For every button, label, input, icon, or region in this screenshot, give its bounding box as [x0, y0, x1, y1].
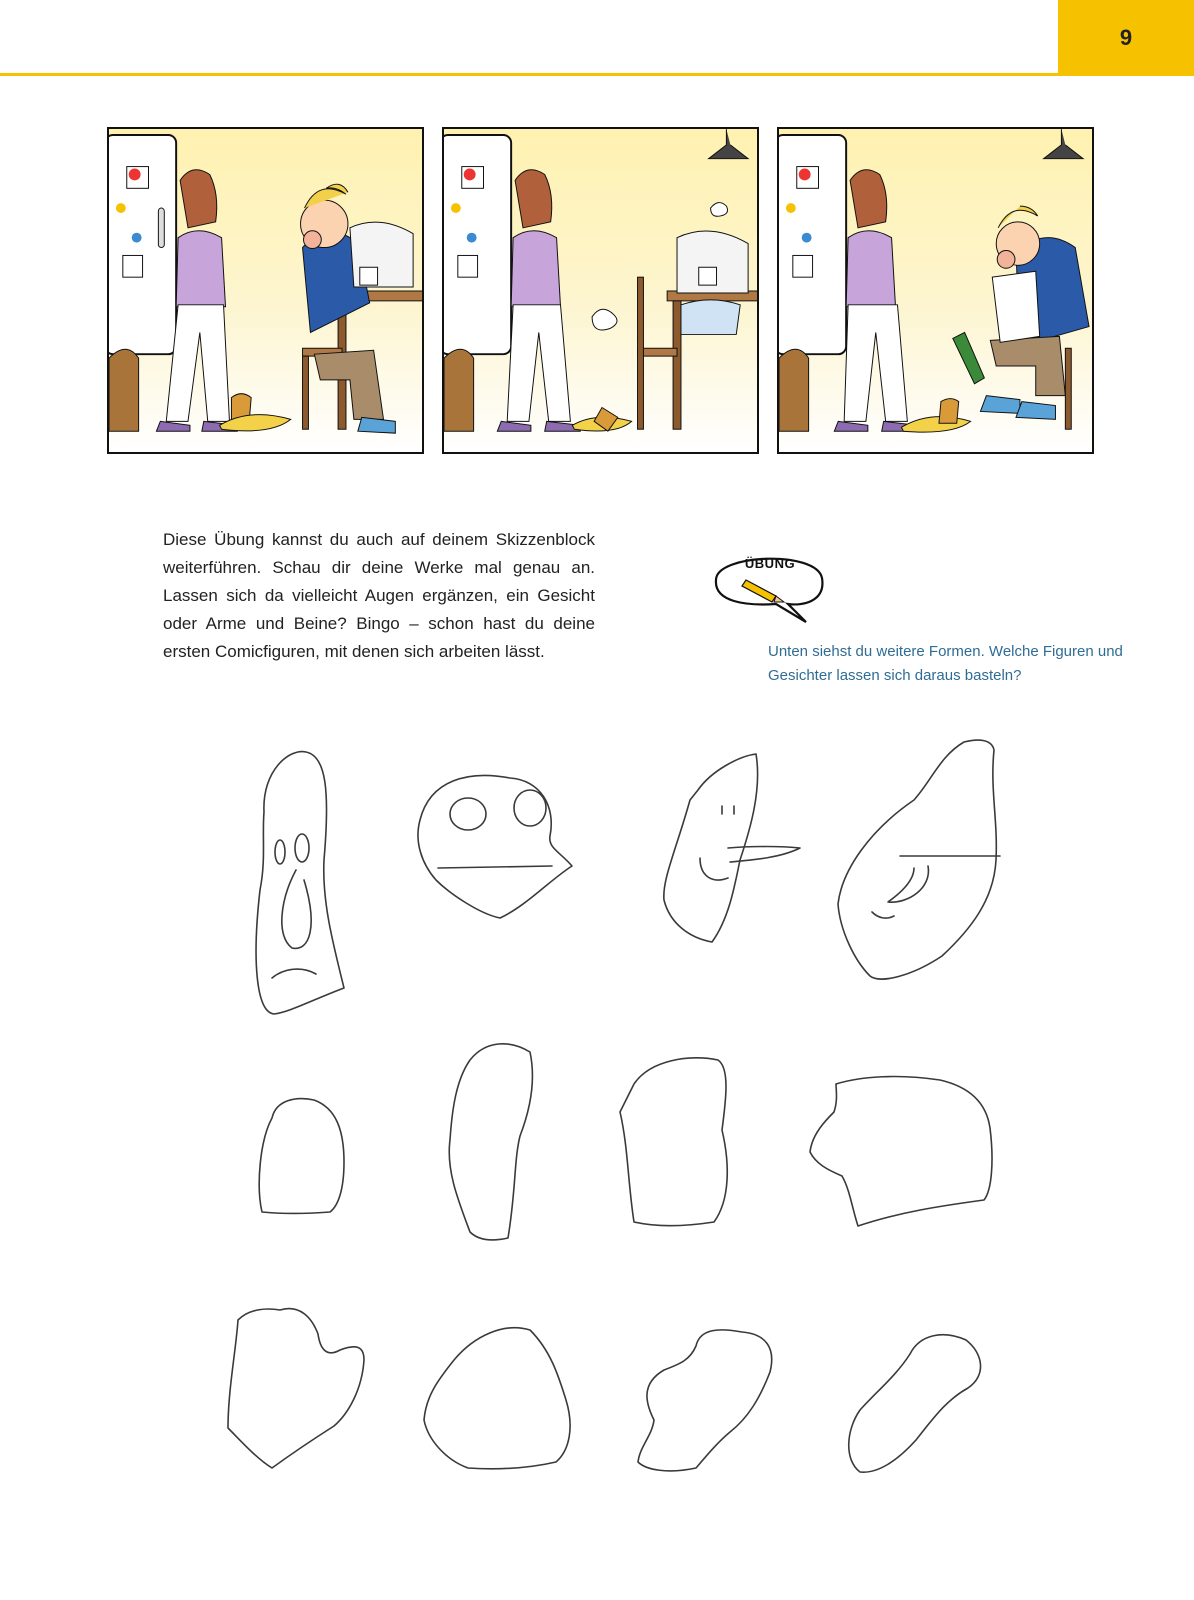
comic-panel-1: [107, 127, 424, 454]
doodle-shape-3-2: [424, 1328, 570, 1469]
doodle-shape-3-4: [849, 1335, 981, 1472]
comic-strip: [107, 127, 1117, 457]
intro-paragraph: Diese Übung kannst du auch auf deinem Skizzenblock weiterführen. Schau dir deine Werke mal genau an. Lassen sich da vielleicht Augen ergänzen, ein Gesicht oder Arme und Beine? Bingo – schon hast du deine ersten Comicfiguren, mit denen sich arbeiten lässt.: [163, 530, 595, 661]
exercise-hint: Unten siehst du weitere Formen. Welche Figuren und Gesichter lassen sich daraus basteln?: [768, 643, 1123, 684]
exercise-label: ÜBUNG: [744, 556, 796, 571]
comic-panel-3-illustration: [779, 129, 1092, 452]
comic-panel-2: [442, 127, 759, 454]
doodle-face-round: [418, 775, 572, 918]
comic-panel-1-illustration: [109, 129, 422, 452]
doodle-shape-3-1: [228, 1309, 364, 1468]
exercise-speech-bubble: [706, 544, 836, 626]
doodle-shape-2-1: [259, 1099, 344, 1214]
page-number: 9: [1058, 0, 1194, 76]
doodle-shape-3-3: [638, 1330, 772, 1471]
doodle-shape-2-4: [810, 1077, 992, 1226]
doodle-face-long-nose: [256, 752, 344, 1014]
doodle-shape-2-3: [620, 1058, 727, 1226]
comic-panel-3: [777, 127, 1094, 454]
doodle-shape-2-2: [449, 1044, 532, 1240]
comic-panel-2-illustration: [444, 129, 757, 452]
doodle-face-tall: [838, 740, 1000, 979]
header-rule: [0, 73, 1058, 76]
doodle-face-smile: [664, 754, 800, 942]
